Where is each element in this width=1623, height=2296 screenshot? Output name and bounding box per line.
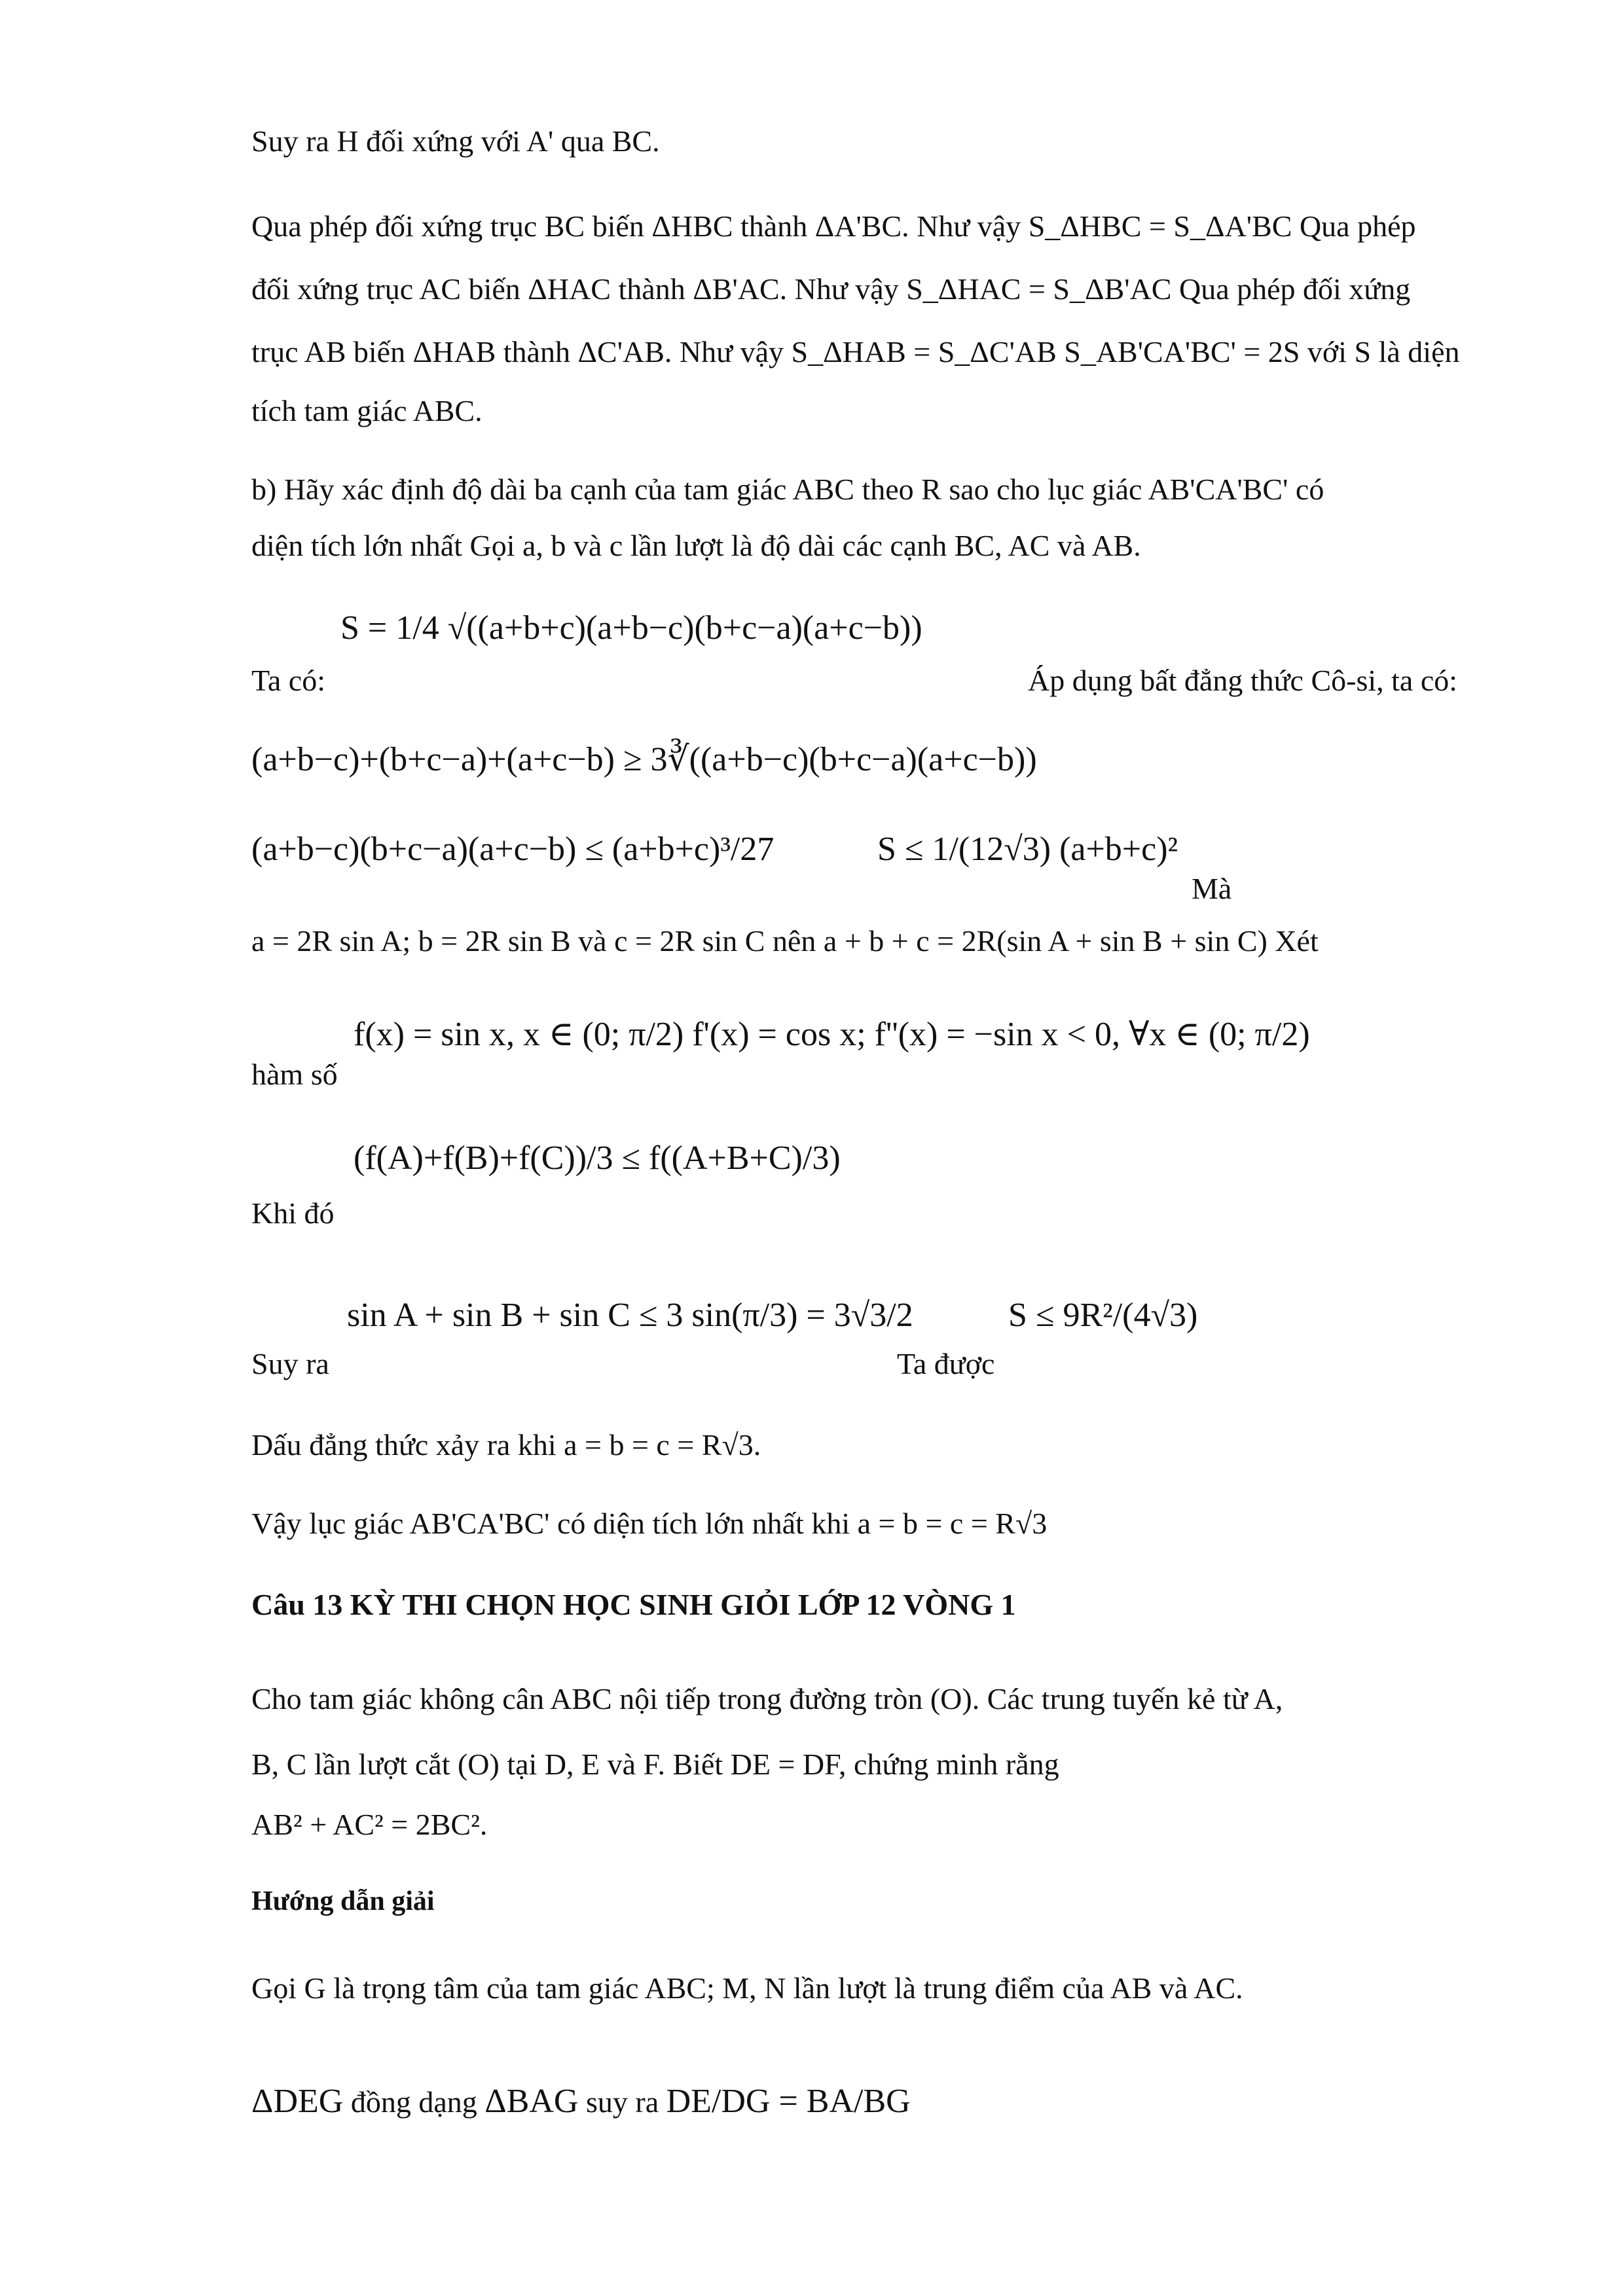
function-def: f(x) = sin x, x ∈ (0; π/2) f'(x) = cos x; f''(x) = −sin x < 0, ∀x ∈ (0; π/2) <box>354 1016 1310 1053</box>
text-line-20: Gọi G là trọng tâm của tam giác ABC; M, N lần lượt là trung điểm của AB và AC. <box>251 1971 1243 2005</box>
text-line-16: Vậy lục giác AB'CA'BC' có diện tích lớn nhất khi a = b = c = R√3 <box>251 1507 1048 1540</box>
cosi-formula: (a+b−c)+(b+c−a)+(a+c−b) ≥ 3∛((a+b−c)(b+c−a)(a+c−b)) <box>251 741 1037 778</box>
text-line-6 <box>251 471 1324 507</box>
line-2-text: Qua phép đối xứng trục BC biến ΔHBC thành ΔA'BC. Như vậy S_ΔHBC = S_ΔA'BC Qua phép <box>251 209 1416 243</box>
triangle-bag: ΔBAG <box>484 2083 579 2120</box>
line-5-text: tích tam giác ABC. <box>251 394 483 427</box>
text-line-5 <box>251 393 483 429</box>
text-line-17: Cho tam giác không cân ABC nội tiếp trong đường tròn (O). Các trung tuyến kẻ từ A, <box>251 1682 1283 1715</box>
guide-heading: Hướng dẫn giải <box>251 1886 435 1916</box>
area-formula-text: S = 1/4 √((a+b+c)(a+b−c)(b+c−a)(a+c−b)) <box>340 609 922 647</box>
cosi-intro: Áp dụng bất đẳng thức Cô-si, ta có: <box>1028 664 1458 697</box>
dong-dang-text: đồng dạng <box>350 2085 477 2119</box>
text-line-7 <box>251 528 1141 564</box>
area-formula <box>340 609 922 647</box>
suy-ra-text: suy ra <box>585 2085 659 2119</box>
text-line-15: Dấu đẳng thức xảy ra khi a = b = c = R√3. <box>251 1428 761 1462</box>
sin-bound: sin A + sin B + sin C ≤ 3 sin(π/3) = 3√3/2 <box>347 1297 913 1334</box>
text-line-11: a = 2R sin A; b = 2R sin B và c = 2R sin C nên a + b + c = 2R(sin A + sin B + sin C) Xét <box>251 924 1319 958</box>
text-line-2 <box>251 208 1416 244</box>
suy-ra-label: Suy ra <box>251 1347 329 1380</box>
line-4-text: trục AB biến ΔHAB thành ΔC'AB. Như vậy S_ΔHAB = S_ΔC'AB S_AB'CA'BC' = 2S với S là diện <box>251 335 1460 368</box>
line-6-text: b) Hãy xác định độ dài ba cạnh của tam giác ABC theo R sao cho lục giác AB'CA'BC' có <box>251 473 1324 506</box>
ta-co-label: Ta có: <box>251 664 326 697</box>
ma-label: Mà <box>1192 872 1232 905</box>
question-heading: Câu 13 KỲ THI CHỌN HỌC SINH GIỎI LỚP 12 VÒNG 1 <box>251 1588 1016 1621</box>
text-line-21 <box>251 2081 911 2122</box>
result-formula: S ≤ 9R²/(4√3) <box>1008 1297 1198 1334</box>
jensen-formula: (f(A)+f(B)+f(C))/3 ≤ f((A+B+C)/3) <box>354 1139 841 1177</box>
text-line-4 <box>251 334 1459 370</box>
line-3-text: đối xứng trục AC biến ΔHAC thành ΔB'AC. Như vậy S_ΔHAC = S_ΔB'AC Qua phép đối xứng <box>251 272 1411 306</box>
product-bound: (a+b−c)(b+c−a)(a+c−b) ≤ (a+b+c)³/27 <box>251 831 775 868</box>
text-line-18: B, C lần lượt cắt (O) tại D, E và F. Biết DE = DF, chứng minh rằng <box>251 1748 1059 1781</box>
text-line-1 <box>251 123 660 159</box>
ta-duoc-label: Ta được <box>897 1347 995 1380</box>
khi-do-label: Khi đó <box>251 1196 335 1230</box>
line-7-text: diện tích lớn nhất Gọi a, b và c lần lượt là độ dài các cạnh BC, AC và AB. <box>251 529 1141 562</box>
text-line-3 <box>251 271 1410 307</box>
text-line-19: AB² + AC² = 2BC². <box>251 1808 488 1841</box>
triangle-deg: ΔDEG <box>251 2083 344 2120</box>
line-1-text: Suy ra H đối xứng với A' qua BC. <box>251 124 660 158</box>
ratio-formula: DE/DG = BA/BG <box>666 2083 911 2120</box>
s-bound: S ≤ 1/(12√3) (a+b+c)² <box>877 831 1178 868</box>
ham-so-label: hàm số <box>251 1058 338 1091</box>
